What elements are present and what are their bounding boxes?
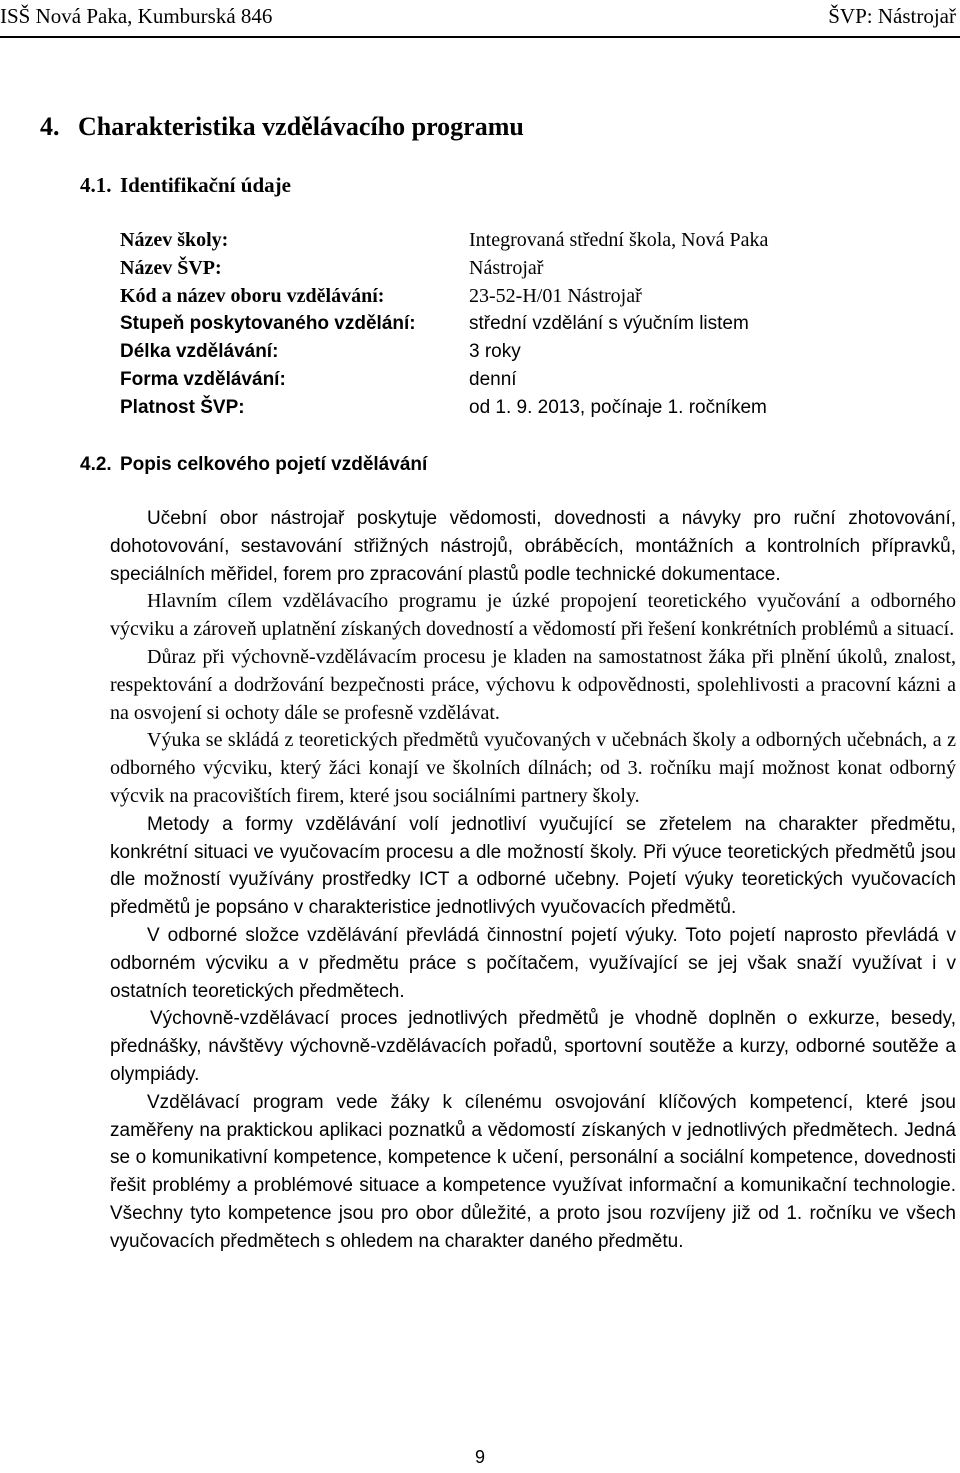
id-row-level [120,313,880,341]
id-value: Nástrojař [469,257,544,279]
section-number: 4. [40,112,60,141]
paragraph: Výchovně-vzdělávací proces jednotlivých předmětů je vhodně doplněn o exkurze, besedy, přednášky, návštěvy výchovně-vzdělávacích pořadů, sportovní soutěže a kurzy, odborné soutěže a olympiády. [110,1008,956,1085]
header-program: ŠVP: Nástrojař [828,4,956,28]
identification-table [120,229,880,425]
id-value: 23-52-H/01 Nástrojař [469,285,642,307]
paragraph: Vzdělávací program vede žáky k cílenému osvojování klíčových kompetencí, které jsou zaměřeny na praktickou aplikaci poznatků a vědomostí získaných v jednotlivých předmětech. Jedná se o komunikativní kompetence, kompetence k učení, personální a sociální kompetence, dovednosti řešit problémy a problémové situace a kompetence využívat informační a komunikační technologie. Všechny tyto kompetence jsou pro obor důležité, a proto jsou rozvíjeny již od 1. ročníku ve všech vyučovacích předmětech s ohledem na charakter daného předmětu. [110,1091,956,1252]
id-row-code [120,285,880,313]
paragraph: Metody a formy vzdělávání volí jednotliví vyučující se zřetelem na charakter předmětu, konkrétní situaci ve vyučovacím procesu a dle možností školy. Při výuce teoretických předmětů jsou dle možností využívány prostředky ICT a odborné učebny. Pojetí výuky teoretických vyučovacích předmětů je popsáno v charakteristice jednotlivých vyučovacích předmětů. [110,813,956,919]
section-title: Identifikační údaje [120,173,291,197]
section-title: Charakteristika vzdělávacího programu [78,112,524,141]
id-row-validity [120,397,880,425]
section-body [110,505,956,1256]
id-label: Kód a název oboru vzdělávání: [120,285,385,307]
id-row-length [120,341,880,369]
section-number: 4.1. [80,173,112,197]
id-value: denní [469,369,517,390]
id-label: Platnost ŠVP: [120,397,245,418]
id-label: Název ŠVP: [120,257,222,279]
id-row-school [120,229,880,257]
id-value: 3 roky [469,341,521,362]
paragraph: Důraz při výchovně-vzdělávacím procesu je kladen na samostatnost žáka při plnění úkolů, znalost, respektování a dodržování bezpečnosti práce, výchovu k odpovědnosti, spolehlivosti a pracovní kázni a na osvojení si ochoty dále se profesně vzdělávat. [110,645,956,724]
page-header [0,2,960,38]
id-value: od 1. 9. 2013, počínaje 1. ročníkem [469,397,767,418]
id-label: Stupeň poskytovaného vzdělání: [120,313,416,334]
paragraph: Učební obor nástrojař poskytuje vědomosti, dovednosti a návyky pro ruční zhotovování, dohotovování, sestavování střižných nástrojů, obráběcích, montážních a kontrolních přípravků, speciálních měřidel, forem pro zpracování plastů podle technické dokumentace. [110,508,956,585]
id-label: Forma vzdělávání: [120,369,286,390]
paragraph: Výuka se skládá z teoretických předmětů vyučovaných v učebnách školy a odborných učebnách, a z odborného výcviku, který žáci konají ve školních dílnách; od 3. ročníku mají možnost konat odborný výcvik na pracovištích firem, které jsou sociálními partnery školy. [110,729,956,807]
header-school: ISŠ Nová Paka, Kumburská 846 [0,4,273,28]
section-number: 4.2. [80,454,112,475]
paragraph: V odborné složce vzdělávání převládá činnostní pojetí výuky. Toto pojetí naprosto převládá v odborném výcviku a v předmětu práce s počítačem, využívající se jej však snaží využívat i v ostatních teoretických předmětech. [110,924,956,1002]
id-value: střední vzdělání s výučním listem [469,313,749,334]
section-heading-4 [40,112,524,142]
id-label: Název školy: [120,229,229,251]
page-number: 9 [474,1447,485,1467]
section-heading-4-2 [80,454,427,476]
paragraph: Hlavním cílem vzdělávacího programu je úzké propojení teoretického vyučování a odborného výcviku a zároveň uplatnění získaných dovedností a vědomostí při řešení konkrétních problémů a situací. [110,590,956,641]
section-heading-4-1 [80,173,291,198]
id-value: Integrovaná střední škola, Nová Paka [469,229,769,251]
id-row-svp [120,257,880,285]
section-title: Popis celkového pojetí vzdělávání [120,454,428,475]
id-row-form [120,369,880,397]
id-label: Délka vzdělávání: [120,341,279,362]
